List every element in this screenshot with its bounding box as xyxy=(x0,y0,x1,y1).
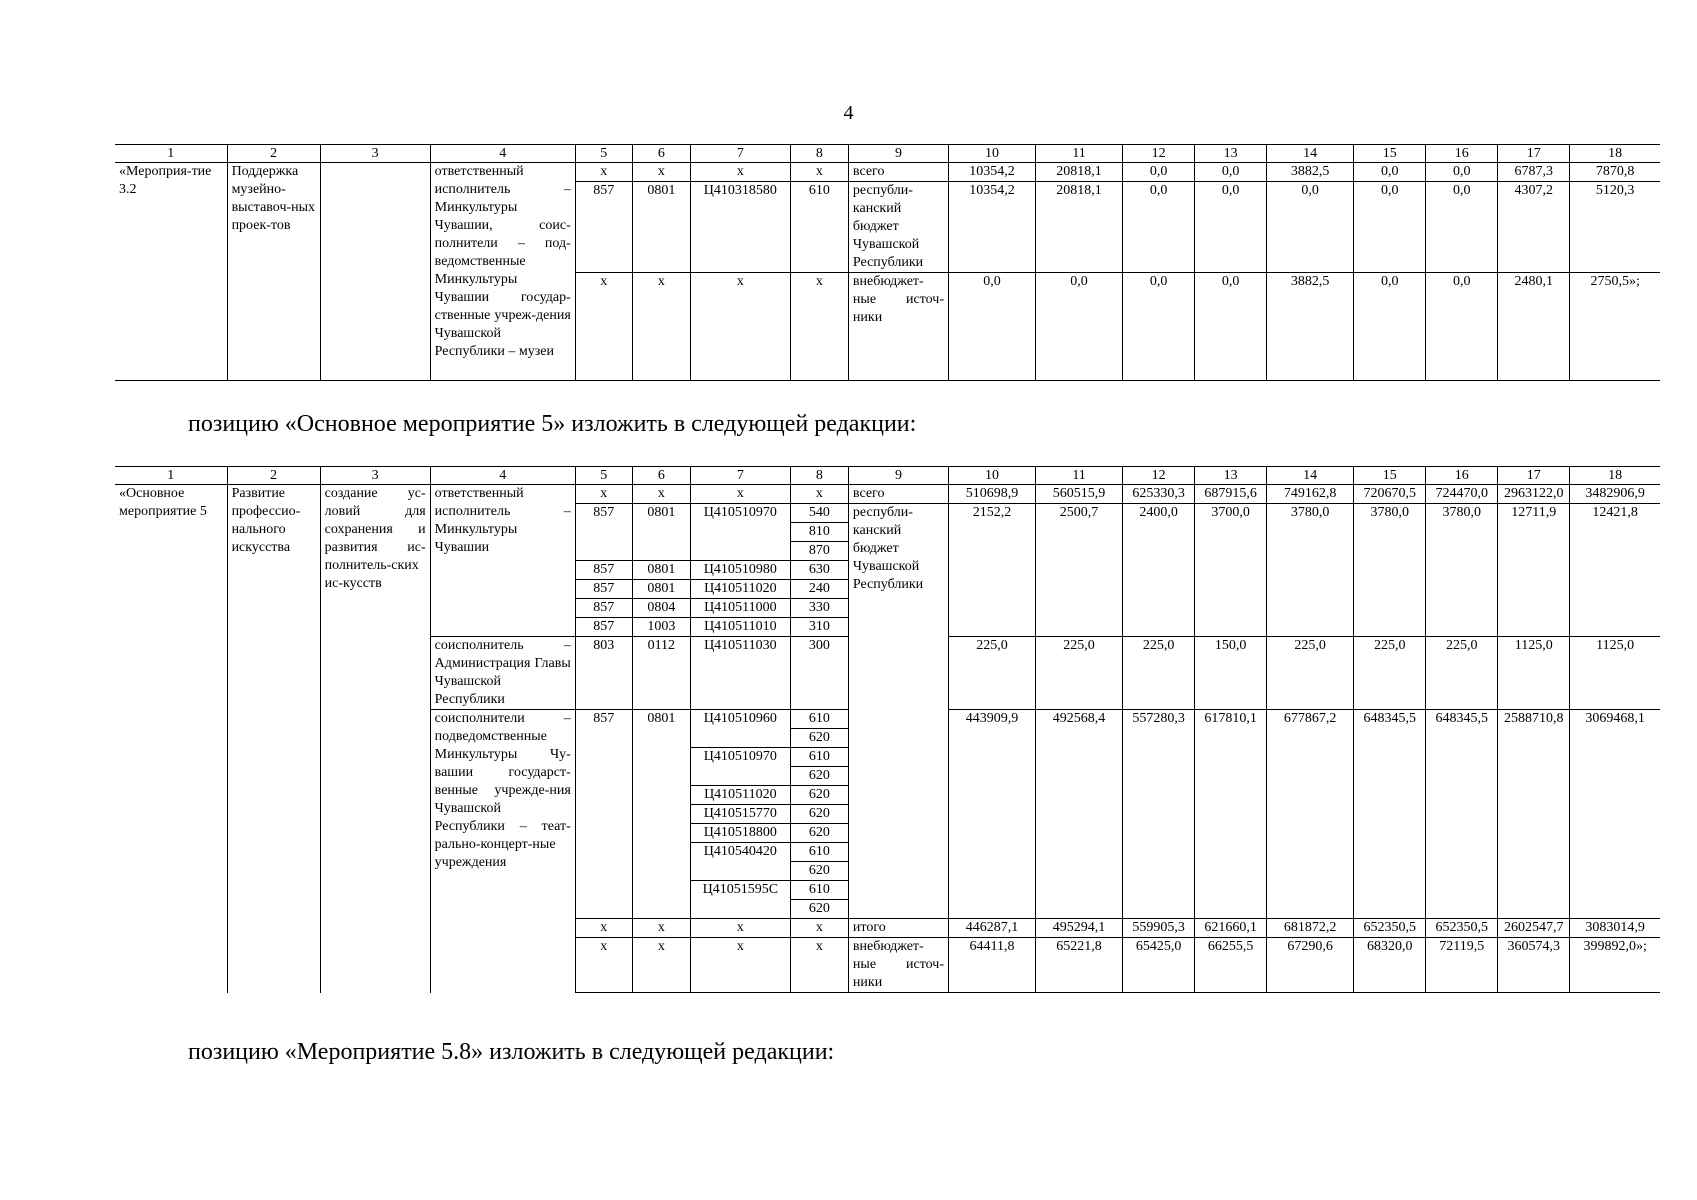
amount-cell: 225,0 xyxy=(1036,637,1123,710)
code-cell: х xyxy=(790,163,848,182)
code-cell: х xyxy=(690,485,790,504)
code-cell: 620 xyxy=(790,862,848,881)
source-cell: внебюджет-ные источ-ники xyxy=(848,938,948,993)
column-number-header: 15 xyxy=(1354,145,1426,163)
column-number-header: 4 xyxy=(430,145,575,163)
column-number-header: 3 xyxy=(320,145,430,163)
code-cell: Ц410511010 xyxy=(690,618,790,637)
code-cell: х xyxy=(790,919,848,938)
code-cell: х xyxy=(575,273,632,381)
amount-cell: 225,0 xyxy=(1123,637,1195,710)
measure-goal-cell: создание ус-ловий для сохранения и развития ис-полнитель-ских ис-кусств xyxy=(320,485,430,993)
amount-cell: 6787,3 xyxy=(1498,163,1570,182)
column-number-header: 1 xyxy=(115,145,227,163)
amount-cell: 2963122,0 xyxy=(1498,485,1570,504)
amount-cell: 2602547,7 xyxy=(1498,919,1570,938)
amount-cell: 559905,3 xyxy=(1123,919,1195,938)
column-number-header: 17 xyxy=(1498,467,1570,485)
code-cell: х xyxy=(632,163,690,182)
amount-cell: 3780,0 xyxy=(1354,504,1426,637)
paragraph-edit-measure-5-8: позицию «Мероприятие 5.8» изложить в следующей редакции: xyxy=(188,1039,835,1065)
column-number-header: 13 xyxy=(1195,145,1267,163)
amount-cell: 67290,6 xyxy=(1267,938,1354,993)
amount-cell: 0,0 xyxy=(1123,182,1195,273)
code-cell: Ц410318580 xyxy=(690,182,790,273)
amount-cell: 3780,0 xyxy=(1426,504,1498,637)
amount-cell: 225,0 xyxy=(1267,637,1354,710)
code-cell: 330 xyxy=(790,599,848,618)
amount-cell: 0,0 xyxy=(1267,182,1354,273)
amount-cell: 3083014,9 xyxy=(1570,919,1660,938)
column-number-header: 14 xyxy=(1267,467,1354,485)
code-cell: х xyxy=(575,919,632,938)
code-cell: х xyxy=(575,938,632,993)
amount-cell: 510698,9 xyxy=(948,485,1035,504)
code-cell: х xyxy=(575,163,632,182)
code-cell: 620 xyxy=(790,805,848,824)
column-number-header: 1 xyxy=(115,467,227,485)
code-cell: 0801 xyxy=(632,504,690,561)
amount-cell: 0,0 xyxy=(1354,182,1426,273)
code-cell: х xyxy=(632,485,690,504)
amount-cell: 150,0 xyxy=(1195,637,1267,710)
table-row xyxy=(115,485,1660,504)
code-cell: Ц410510960 xyxy=(690,710,790,748)
executor-cell: ответственный исполнитель – Минкультуры Чувашии xyxy=(430,485,575,637)
table-row xyxy=(115,163,1660,182)
code-cell: 857 xyxy=(575,561,632,580)
amount-cell: 65425,0 xyxy=(1123,938,1195,993)
amount-cell: 0,0 xyxy=(1123,273,1195,381)
amount-cell: 446287,1 xyxy=(948,919,1035,938)
amount-cell: 687915,6 xyxy=(1195,485,1267,504)
code-cell: 610 xyxy=(790,182,848,273)
code-cell: Ц410511020 xyxy=(690,786,790,805)
measure-name-cell: «Основное мероприятие 5 xyxy=(115,485,227,993)
code-cell: х xyxy=(690,163,790,182)
amount-cell: 621660,1 xyxy=(1195,919,1267,938)
column-number-header: 12 xyxy=(1123,145,1195,163)
amount-cell: 12711,9 xyxy=(1498,504,1570,637)
column-number-header: 3 xyxy=(320,467,430,485)
amount-cell: 10354,2 xyxy=(948,182,1035,273)
code-cell: 620 xyxy=(790,900,848,919)
amount-cell: 0,0 xyxy=(1195,273,1267,381)
amount-cell: 20818,1 xyxy=(1036,163,1123,182)
amount-cell: 0,0 xyxy=(1123,163,1195,182)
amount-cell: 557280,3 xyxy=(1123,710,1195,919)
column-number-header: 10 xyxy=(948,467,1035,485)
code-cell: 540 xyxy=(790,504,848,523)
amount-cell: 0,0 xyxy=(1426,273,1498,381)
code-cell: 1003 xyxy=(632,618,690,637)
code-cell: Ц410540420 xyxy=(690,843,790,881)
code-cell: х xyxy=(632,919,690,938)
amount-cell: 7870,8 xyxy=(1570,163,1660,182)
measure-title-cell: Поддержка музейно-выставоч-ных проек-тов xyxy=(227,163,320,381)
column-number-header: 18 xyxy=(1570,467,1660,485)
column-number-header: 15 xyxy=(1354,467,1426,485)
code-cell: 610 xyxy=(790,843,848,862)
source-cell: всего xyxy=(848,163,948,182)
source-cell: внебюджет-ные источ-ники xyxy=(848,273,948,381)
amount-cell: 65221,8 xyxy=(1036,938,1123,993)
amount-cell: 720670,5 xyxy=(1354,485,1426,504)
code-cell: х xyxy=(790,273,848,381)
amount-cell: 749162,8 xyxy=(1267,485,1354,504)
code-cell: 870 xyxy=(790,542,848,561)
amount-cell: 1125,0 xyxy=(1570,637,1660,710)
amount-cell: 64411,8 xyxy=(948,938,1035,993)
source-cell: итого xyxy=(848,919,948,938)
column-number-header: 6 xyxy=(632,145,690,163)
column-number-header: 2 xyxy=(227,145,320,163)
amount-cell: 0,0 xyxy=(1426,163,1498,182)
column-number-header: 11 xyxy=(1036,467,1123,485)
code-cell: 857 xyxy=(575,710,632,919)
amount-cell: 2750,5»; xyxy=(1570,273,1660,381)
code-cell: Ц410518800 xyxy=(690,824,790,843)
measure-goal-cell xyxy=(320,163,430,381)
code-cell: 620 xyxy=(790,786,848,805)
amount-cell: 0,0 xyxy=(1354,273,1426,381)
page-number: 4 xyxy=(843,102,854,124)
code-cell: 0801 xyxy=(632,182,690,273)
code-cell: Ц410510970 xyxy=(690,748,790,786)
amount-cell: 2152,2 xyxy=(948,504,1035,637)
code-cell: х xyxy=(575,485,632,504)
amount-cell: 2500,7 xyxy=(1036,504,1123,637)
code-cell: 610 xyxy=(790,748,848,767)
column-number-header: 5 xyxy=(575,467,632,485)
code-cell: 0801 xyxy=(632,580,690,599)
amount-cell: 443909,9 xyxy=(948,710,1035,919)
amount-cell: 0,0 xyxy=(1195,163,1267,182)
column-number-header: 10 xyxy=(948,145,1035,163)
amount-cell: 225,0 xyxy=(948,637,1035,710)
code-cell: х xyxy=(790,938,848,993)
column-number-header: 13 xyxy=(1195,467,1267,485)
code-cell: 620 xyxy=(790,767,848,786)
amount-cell: 2588710,8 xyxy=(1498,710,1570,919)
amount-cell: 3700,0 xyxy=(1195,504,1267,637)
amount-cell: 225,0 xyxy=(1426,637,1498,710)
executor-cell: ответственный исполнитель – Минкультуры Чувашии, соис-полнители – под-ведомственные Минкультуры Чувашии государ-ственные учреж-дения Чувашской Республики – музеи xyxy=(430,163,575,381)
column-number-header: 9 xyxy=(848,467,948,485)
amount-cell: 360574,3 xyxy=(1498,938,1570,993)
amount-cell: 0,0 xyxy=(948,273,1035,381)
amount-cell: 3882,5 xyxy=(1267,163,1354,182)
executor-cell: соисполнитель – Администрация Главы Чувашской Республики xyxy=(430,637,575,710)
column-number-header: 12 xyxy=(1123,467,1195,485)
code-cell: Ц41051595С xyxy=(690,881,790,919)
amount-cell: 66255,5 xyxy=(1195,938,1267,993)
code-cell: 0801 xyxy=(632,710,690,919)
code-cell: 240 xyxy=(790,580,848,599)
code-cell: 857 xyxy=(575,504,632,561)
amount-cell: 3882,5 xyxy=(1267,273,1354,381)
source-cell: республи-канский бюджет Чувашской Республики xyxy=(848,182,948,273)
amount-cell: 0,0 xyxy=(1195,182,1267,273)
measure-name-cell: «Мероприя-тие 3.2 xyxy=(115,163,227,381)
header-row xyxy=(115,467,1660,485)
amount-cell: 617810,1 xyxy=(1195,710,1267,919)
code-cell: Ц410510970 xyxy=(690,504,790,561)
table-main-measure-5 xyxy=(115,466,1660,993)
paragraph-edit-main-measure-5: позицию «Основное мероприятие 5» изложить в следующей редакции: xyxy=(188,411,917,437)
code-cell: 803 xyxy=(575,637,632,710)
code-cell: 610 xyxy=(790,881,848,900)
amount-cell: 652350,5 xyxy=(1354,919,1426,938)
measure-title-cell: Развитие профессио-нального искусства xyxy=(227,485,320,993)
code-cell: х xyxy=(632,938,690,993)
code-cell: Ц410511030 xyxy=(690,637,790,710)
code-cell: х xyxy=(690,938,790,993)
code-cell: 0801 xyxy=(632,561,690,580)
amount-cell: 10354,2 xyxy=(948,163,1035,182)
code-cell: х xyxy=(690,273,790,381)
column-number-header: 9 xyxy=(848,145,948,163)
column-number-header: 14 xyxy=(1267,145,1354,163)
code-cell: х xyxy=(632,273,690,381)
amount-cell: 0,0 xyxy=(1426,182,1498,273)
code-cell: Ц410515770 xyxy=(690,805,790,824)
amount-cell: 72119,5 xyxy=(1426,938,1498,993)
column-number-header: 7 xyxy=(690,467,790,485)
code-cell: 857 xyxy=(575,182,632,273)
amount-cell: 560515,9 xyxy=(1036,485,1123,504)
column-number-header: 6 xyxy=(632,467,690,485)
executor-cell: соисполнители – подведомственные Минкультуры Чу-вашии государст-венные учрежде-ния Чувашской Республики – теат-рально-концерт-ные учреждения xyxy=(430,710,575,993)
column-number-header: 11 xyxy=(1036,145,1123,163)
source-cell: республи-канский бюджет Чувашской Республики xyxy=(848,504,948,919)
amount-cell: 648345,5 xyxy=(1354,710,1426,919)
amount-cell: 652350,5 xyxy=(1426,919,1498,938)
column-number-header: 7 xyxy=(690,145,790,163)
code-cell: х xyxy=(790,485,848,504)
column-number-header: 16 xyxy=(1426,467,1498,485)
code-cell: 620 xyxy=(790,729,848,748)
amount-cell: 0,0 xyxy=(1354,163,1426,182)
amount-cell: 625330,3 xyxy=(1123,485,1195,504)
amount-cell: 492568,4 xyxy=(1036,710,1123,919)
code-cell: 857 xyxy=(575,618,632,637)
column-number-header: 5 xyxy=(575,145,632,163)
amount-cell: 20818,1 xyxy=(1036,182,1123,273)
column-number-header: 8 xyxy=(790,145,848,163)
amount-cell: 2480,1 xyxy=(1498,273,1570,381)
code-cell: 0112 xyxy=(632,637,690,710)
column-number-header: 2 xyxy=(227,467,320,485)
code-cell: 810 xyxy=(790,523,848,542)
amount-cell: 724470,0 xyxy=(1426,485,1498,504)
amount-cell: 681872,2 xyxy=(1267,919,1354,938)
header-row xyxy=(115,145,1660,163)
code-cell: Ц410511020 xyxy=(690,580,790,599)
code-cell: 620 xyxy=(790,824,848,843)
amount-cell: 4307,2 xyxy=(1498,182,1570,273)
source-cell: всего xyxy=(848,485,948,504)
amount-cell: 648345,5 xyxy=(1426,710,1498,919)
amount-cell: 0,0 xyxy=(1036,273,1123,381)
code-cell: Ц410511000 xyxy=(690,599,790,618)
column-number-header: 16 xyxy=(1426,145,1498,163)
amount-cell: 399892,0»; xyxy=(1570,938,1660,993)
table-measure-3-2 xyxy=(115,144,1660,381)
code-cell: 310 xyxy=(790,618,848,637)
amount-cell: 677867,2 xyxy=(1267,710,1354,919)
code-cell: х xyxy=(690,919,790,938)
amount-cell: 495294,1 xyxy=(1036,919,1123,938)
column-number-header: 18 xyxy=(1570,145,1660,163)
code-cell: 300 xyxy=(790,637,848,710)
column-number-header: 8 xyxy=(790,467,848,485)
amount-cell: 1125,0 xyxy=(1498,637,1570,710)
code-cell: 610 xyxy=(790,710,848,729)
column-number-header: 4 xyxy=(430,467,575,485)
amount-cell: 68320,0 xyxy=(1354,938,1426,993)
amount-cell: 3069468,1 xyxy=(1570,710,1660,919)
amount-cell: 3482906,9 xyxy=(1570,485,1660,504)
amount-cell: 12421,8 xyxy=(1570,504,1660,637)
amount-cell: 3780,0 xyxy=(1267,504,1354,637)
column-number-header: 17 xyxy=(1498,145,1570,163)
code-cell: Ц410510980 xyxy=(690,561,790,580)
amount-cell: 2400,0 xyxy=(1123,504,1195,637)
code-cell: 0804 xyxy=(632,599,690,618)
code-cell: 857 xyxy=(575,599,632,618)
amount-cell: 5120,3 xyxy=(1570,182,1660,273)
code-cell: 630 xyxy=(790,561,848,580)
code-cell: 857 xyxy=(575,580,632,599)
amount-cell: 225,0 xyxy=(1354,637,1426,710)
